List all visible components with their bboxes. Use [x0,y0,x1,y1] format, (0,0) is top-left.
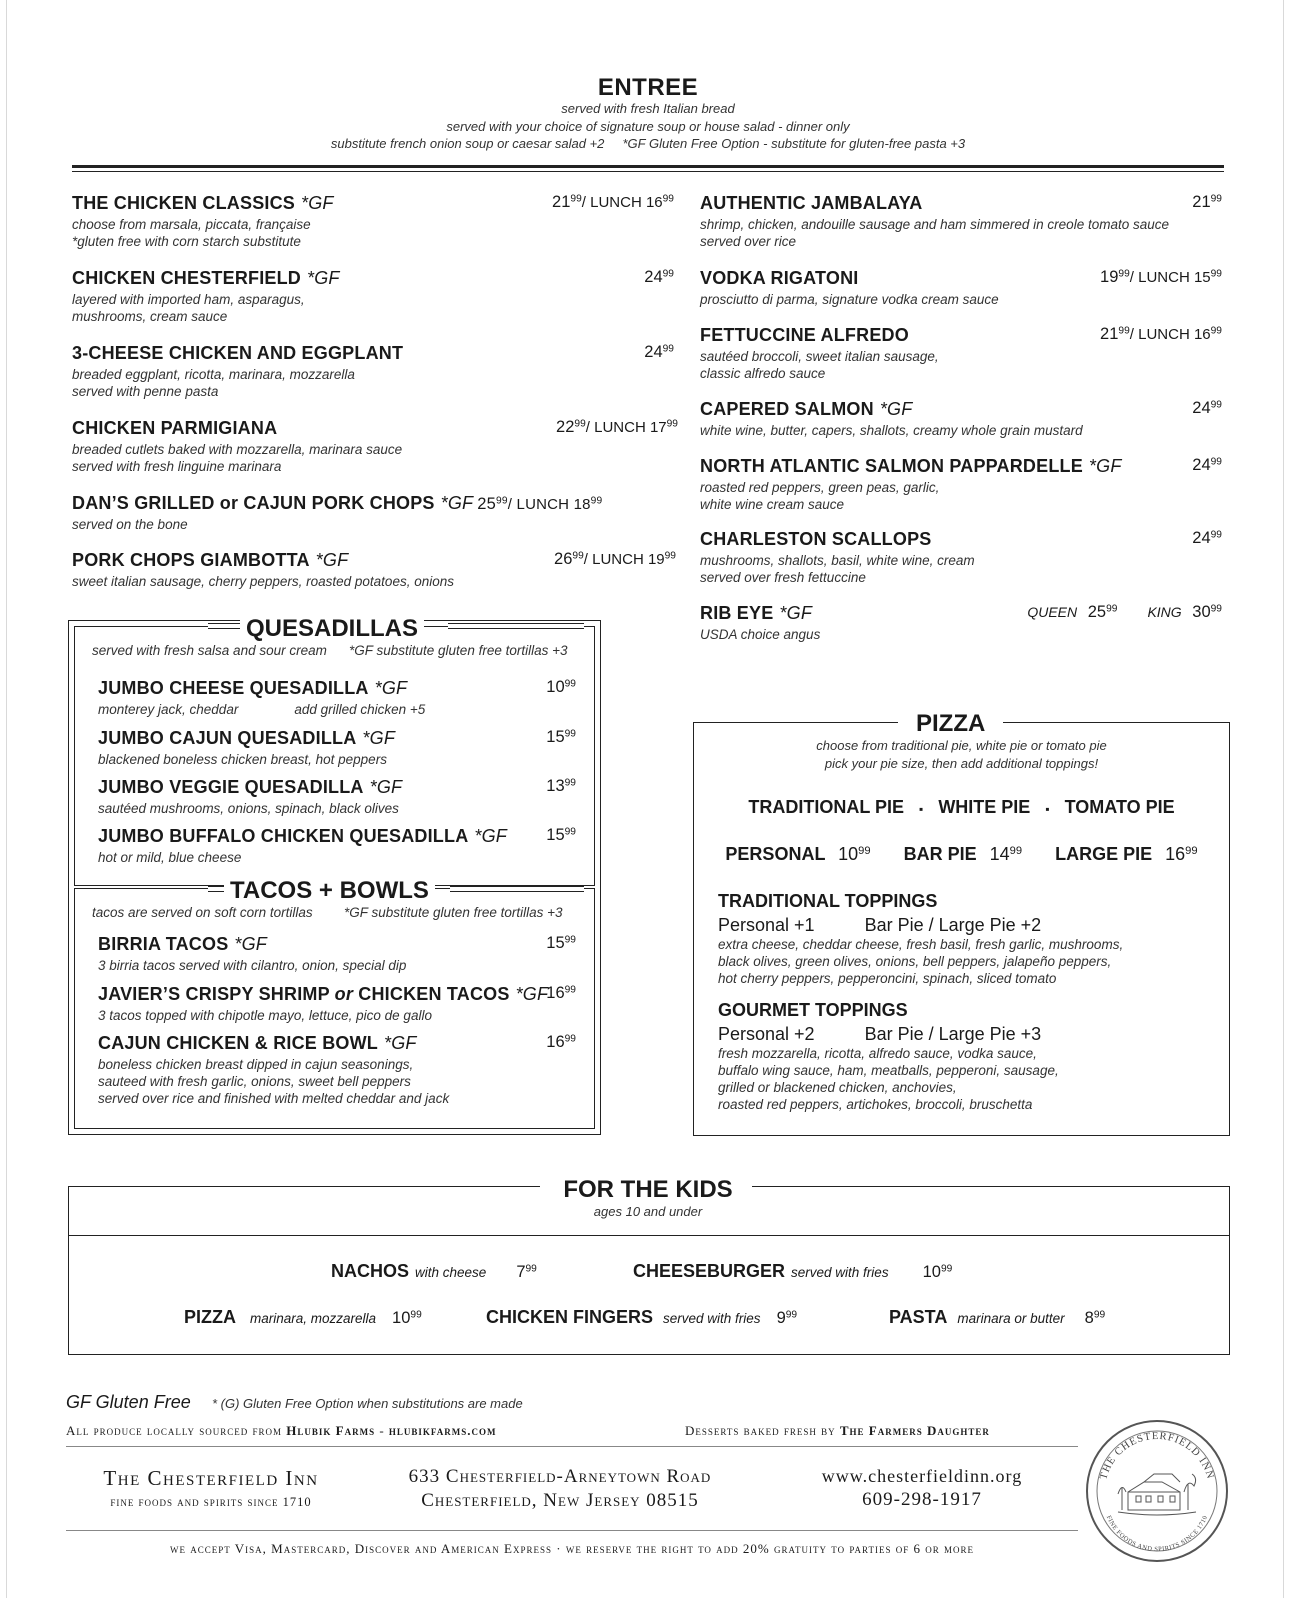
bullet-separator: ▪ [1045,802,1050,816]
kids-item-desc: marinara or butter [957,1311,1065,1326]
payment-policy: we accept Visa, Mastercard, Discover and American Express · we reserve the right to add 20% gratuity to parties of 6 or more [170,1541,974,1556]
item-name: CHICKEN PARMIGIANA [72,418,278,438]
item-desc: 3 birria tacos served with cilantro, onion, special dip [98,958,407,973]
item-desc: *gluten free with corn starch substitute [72,234,301,249]
entree-item [700,399,1222,439]
seal-text-bottom: FINE FOODS AND SPIRITS SINCE 1710 [1104,1514,1210,1554]
item-desc: sautéed broccoli, sweet italian sausage, [700,349,939,364]
gf-marker: *GF [515,984,549,1004]
kids-item-price: $10^{99}$ [392,1309,422,1327]
phone-number[interactable]: 609-298-1917 [862,1489,982,1510]
kids-item-desc: marinara, mozzarella [250,1311,377,1326]
title-rule [448,623,584,629]
item-desc: white wine cream sauce [700,497,845,512]
item-name: CHICKEN TACOS [358,984,510,1004]
entree-item [72,550,676,590]
item-desc: USDA choice angus [700,627,821,642]
kids-item-desc: served with fries [791,1265,889,1280]
footer-rule [66,1530,1078,1531]
toppings-price-personal: Personal +2 [718,1024,815,1044]
kids-item-price: $8^{99}$ [1084,1309,1106,1327]
item-name: PORK CHOPS GIAMBOTTA [72,550,310,570]
item-desc: sweet italian sausage, cherry peppers, roasted potatoes, onions [72,574,454,589]
item-name: CAJUN CHICKEN & RICE BOWL [98,1033,379,1053]
item-name: JAVIER’S CRISPY SHRIMP [98,984,330,1004]
quesadilla-item [98,678,576,718]
footer-rule [66,1446,1078,1447]
seal-text-top: THE CHESTERFIELD INN [1098,1430,1216,1481]
kids-item-price: $10^{99}$ [922,1263,953,1281]
address-line: 633 Chesterfield-Arneytown Road [408,1466,712,1487]
quesadillas-title: QUESADILLAS [240,615,424,643]
taco-item [98,984,576,1024]
gf-marker: *GF [315,550,349,570]
inn-contact [772,1466,1072,1511]
website-link[interactable]: www.chesterfieldinn.org [821,1466,1023,1486]
entree-item [72,418,678,475]
item-desc: roasted red peppers, green peas, garlic, [700,480,940,495]
entree-item [72,268,674,325]
produce-website: hlubikfarms.com [388,1423,497,1438]
item-name: DAN’S GRILLED or CAJUN PORK CHOPS [72,493,435,513]
item-price: $24^{99}$ [644,268,674,286]
svg-text:FINE FOODS AND SPIRITS SINCE 1 [1105,1514,1209,1553]
pizza-note: pick your pie size, then add additional toppings! [824,756,1099,771]
entree-item [700,193,1222,250]
item-desc: boneless chicken breast dipped in cajun seasonings, [98,1057,414,1072]
desserts-text: Desserts baked fresh by [685,1423,836,1438]
item-price: QUEEN $25^{99}$ KING $30^{99}$ [1027,603,1222,621]
tacos-title: TACOS + BOWLS [224,877,435,905]
pizza-style: TOMATO PIE [1064,797,1175,817]
entree-item [72,193,674,250]
pizza-size: PERSONAL $10^{99}$ [725,844,871,864]
item-price: $21^{99}/$ LUNCH $16^{99}$ [1100,325,1222,343]
gf-marker: *GF [234,934,268,954]
item-desc: 3 tacos topped with chipotle mayo, lettuce, pico de gallo [98,1008,432,1023]
kids-item-price: $7^{99}$ [516,1263,537,1281]
item-price: $21^{99}/$ LUNCH $16^{99}$ [552,193,674,211]
desserts-baker: The Farmers Daughter [839,1423,990,1438]
item-desc: served with fresh linguine marinara [72,459,282,474]
item-name: JUMBO CHEESE QUESADILLA [98,678,369,698]
item-desc: layered with imported ham, asparagus, [72,292,305,307]
item-desc: shrimp, chicken, andouille sausage and ham simmered in creole tomato sauce [700,217,1169,232]
pizza-sizes [693,844,1230,865]
item-price: $21^{99}$ [1192,193,1222,211]
gf-marker: *GF [374,678,408,698]
toppings-list: roasted red peppers, artichokes, broccoli, bruschetta [718,1097,1033,1112]
entree-item [72,493,612,533]
quesadilla-item [98,728,576,768]
pizza-size: BAR PIE $14^{99}$ [903,844,1023,864]
page-edge-right [1283,0,1284,1598]
pizza-styles [693,797,1230,818]
kids-item-name: PIZZA [184,1307,236,1327]
gf-marker: *GF [440,493,474,513]
toppings-list: hot cherry peppers, pepperoncini, spinach, sliced tomato [718,971,1057,986]
produce-credit [66,1423,497,1439]
item-desc: white wine, butter, capers, shallots, creamy whole grain mustard [700,423,1083,438]
item-price: $24^{99}$ [1192,529,1222,547]
inn-address [370,1466,750,1512]
item-price: $19^{99}/$ LUNCH $15^{99}$ [1100,268,1222,286]
item-desc: mushrooms, shallots, basil, white wine, cream [700,553,975,568]
gf-marker: *GF [879,399,913,419]
item-desc: monterey jack, cheddar [98,702,239,717]
desserts-credit [685,1423,990,1439]
item-price: $15^{99}$ [546,728,576,746]
item-desc: served on the bone [72,517,188,532]
quesadilla-item [98,826,576,866]
gf-marker: *GF [384,1033,417,1053]
toppings-list: black olives, green olives, onions, bell peppers, jalapeño peppers, [718,954,1112,969]
inn-branding [66,1466,356,1510]
kids-item-desc: served with fries [663,1311,761,1326]
entree-title: ENTREE [597,74,699,101]
gf-marker: *GF [369,777,403,797]
gf-marker: *GF [779,603,813,623]
kids-item-name: NACHOS [331,1261,410,1281]
gf-marker: *GF [474,826,508,846]
toppings-list: fresh mozzarella, ricotta, alfredo sauce, vodka sauce, [718,1046,1037,1061]
inn-name: The Chesterfield Inn [103,1466,319,1490]
quesadilla-item [98,777,576,817]
item-desc: prosciutto di parma, signature vodka cream sauce [700,292,999,307]
kids-divider [69,1235,1229,1236]
address-line: Chesterfield, New Jersey 08515 [421,1490,699,1511]
entree-item-ribeye [700,603,1222,643]
entree-note: served with fresh Italian bread [561,101,735,116]
item-name: JUMBO VEGGIE QUESADILLA [98,777,364,797]
kids-item [889,1307,1105,1328]
kids-item-price: $9^{99}$ [776,1309,798,1327]
kids-item [331,1261,537,1282]
gf-legend-note: * (G) Gluten Free Option when substitutions are made [212,1396,523,1411]
taco-item [98,934,576,974]
item-price: $16^{99}$ [546,984,576,1002]
item-desc: hot or mild, blue cheese [98,850,242,865]
kids-item [633,1261,952,1282]
pizza-style: WHITE PIE [938,797,1031,817]
item-price: $24^{99}$ [644,343,674,361]
item-desc: breaded cutlets baked with mozzarella, marinara sauce [72,442,403,457]
item-desc: choose from marsala, piccata, française [72,217,311,232]
item-name: RIB EYE [700,603,774,623]
traditional-toppings [718,891,1208,987]
entree-note: served with your choice of signature soup or house salad - dinner only [446,119,850,134]
item-price: $25^{99}/$ LUNCH $18^{99}$ [477,495,603,513]
item-name: JUMBO CAJUN QUESADILLA [98,728,357,748]
item-desc: blackened boneless chicken breast, hot peppers [98,752,387,767]
title-rule [450,886,584,892]
kids-title: FOR THE KIDS [563,1176,733,1203]
item-price: $15^{99}$ [546,934,576,952]
item-extra: add grilled chicken +5 [294,702,426,717]
gf-marker: *GF [307,268,340,288]
entree-item [700,268,1222,308]
gf-marker: *GF [1088,456,1122,476]
item-name: BIRRIA TACOS [98,934,229,954]
kids-item-name: CHEESEBURGER [633,1261,786,1281]
kids-item-name: PASTA [889,1307,948,1327]
pizza-style: TRADITIONAL PIE [748,797,905,817]
toppings-price-personal: Personal +1 [718,915,815,935]
gf-legend: GF Gluten Free [66,1392,191,1412]
item-desc: breaded eggplant, ricotta, marinara, mozzarella [72,367,355,382]
item-name: NORTH ATLANTIC SALMON PAPPARDELLE [700,456,1083,476]
pizza-note: choose from traditional pie, white pie or tomato pie [816,738,1107,753]
kids-subtitle: ages 10 and under [593,1204,703,1219]
taco-item [98,1033,576,1107]
item-name: JUMBO BUFFALO CHICKEN QUESADILLA [98,826,469,846]
inn-seal-logo [1086,1420,1228,1562]
item-desc: served over fresh fettuccine [700,570,866,585]
toppings-list: buffalo wing sauce, ham, meatballs, pepperoni, sausage, [718,1063,1059,1078]
item-desc: served over rice and finished with melted cheddar and jack [98,1091,450,1106]
gf-marker: *GF [301,193,334,213]
item-name: CHARLESTON SCALLOPS [700,529,932,549]
toppings-price-bar-large: Bar Pie / Large Pie +2 [864,915,1042,935]
kids-item-desc: with cheese [415,1265,487,1280]
svg-text:THE CHESTERFIELD INN [1098,1431,1215,1481]
entree-item [72,343,674,400]
quesadillas-note: served with fresh salsa and sour cream [92,643,327,658]
item-price: $15^{99}$ [546,826,576,844]
produce-farm: Hlubik Farms [286,1423,376,1438]
item-price: $26^{99}/$ LUNCH $19^{99}$ [554,550,676,568]
item-price: $10^{99}$ [546,678,576,696]
entree-item [700,325,1222,382]
gf-marker: *GF [362,728,396,748]
item-name: VODKA RIGATONI [700,268,859,288]
item-name: AUTHENTIC JAMBALAYA [700,193,923,213]
seal-illustration-icon [1088,1422,1226,1560]
produce-text: All produce locally sourced from [66,1423,283,1438]
kids-item [184,1307,422,1328]
item-name: CHICKEN CHESTERFIELD [72,268,302,288]
entree-item [700,529,1222,586]
produce-separator: - [379,1423,385,1438]
entree-note: substitute french onion soup or caesar salad +2 *GF Gluten Free Option - substitute for gluten-free pasta +3 [330,136,966,151]
bullet-separator: ▪ [919,802,924,816]
entree-divider [72,165,1224,172]
item-price: $13^{99}$ [546,777,576,795]
kids-item-name: CHICKEN FINGERS [486,1307,654,1327]
item-name: THE CHICKEN CLASSICS [72,193,296,213]
pizza-title: PIZZA [898,710,1003,738]
inn-tagline: fine foods and spirits since 1710 [110,1495,312,1509]
item-name: 3-CHEESE CHICKEN AND EGGPLANT [72,343,404,363]
tacos-note: tacos are served on soft corn tortillas [92,905,313,920]
gourmet-toppings [718,1000,1208,1113]
item-name-or: or [334,984,354,1004]
tacos-note: *GF substitute gluten free tortillas +3 [344,905,563,920]
kids-item [486,1307,797,1328]
quesadillas-note: *GF substitute gluten free tortillas +3 [349,643,568,658]
item-name: FETTUCCINE ALFREDO [700,325,909,345]
toppings-heading: GOURMET TOPPINGS [718,1000,908,1020]
item-price: $24^{99}$ [1192,399,1222,417]
toppings-list: grilled or blackened chicken, anchovies, [718,1080,957,1095]
toppings-price-bar-large: Bar Pie / Large Pie +3 [864,1024,1042,1044]
item-desc: mushrooms, cream sauce [72,309,228,324]
item-price: $22^{99}/$ LUNCH $17^{99}$ [556,418,678,436]
item-price: $16^{99}$ [546,1033,576,1051]
toppings-heading: TRADITIONAL TOPPINGS [718,891,938,911]
item-name: CAPERED SALMON [700,399,874,419]
item-price: $24^{99}$ [1192,456,1222,474]
item-desc: classic alfredo sauce [700,366,826,381]
page-edge-left [6,0,7,1598]
entree-item [700,456,1222,513]
pizza-size: LARGE PIE $16^{99}$ [1055,844,1198,864]
item-desc: served with penne pasta [72,384,219,399]
item-desc: served over rice [700,234,797,249]
toppings-list: extra cheese, cheddar cheese, fresh basil, fresh garlic, mushrooms, [718,937,1124,952]
item-desc: sauteed with fresh garlic, onions, sweet bell peppers [98,1074,411,1089]
item-desc: sautéed mushrooms, onions, spinach, black olives [98,801,399,816]
